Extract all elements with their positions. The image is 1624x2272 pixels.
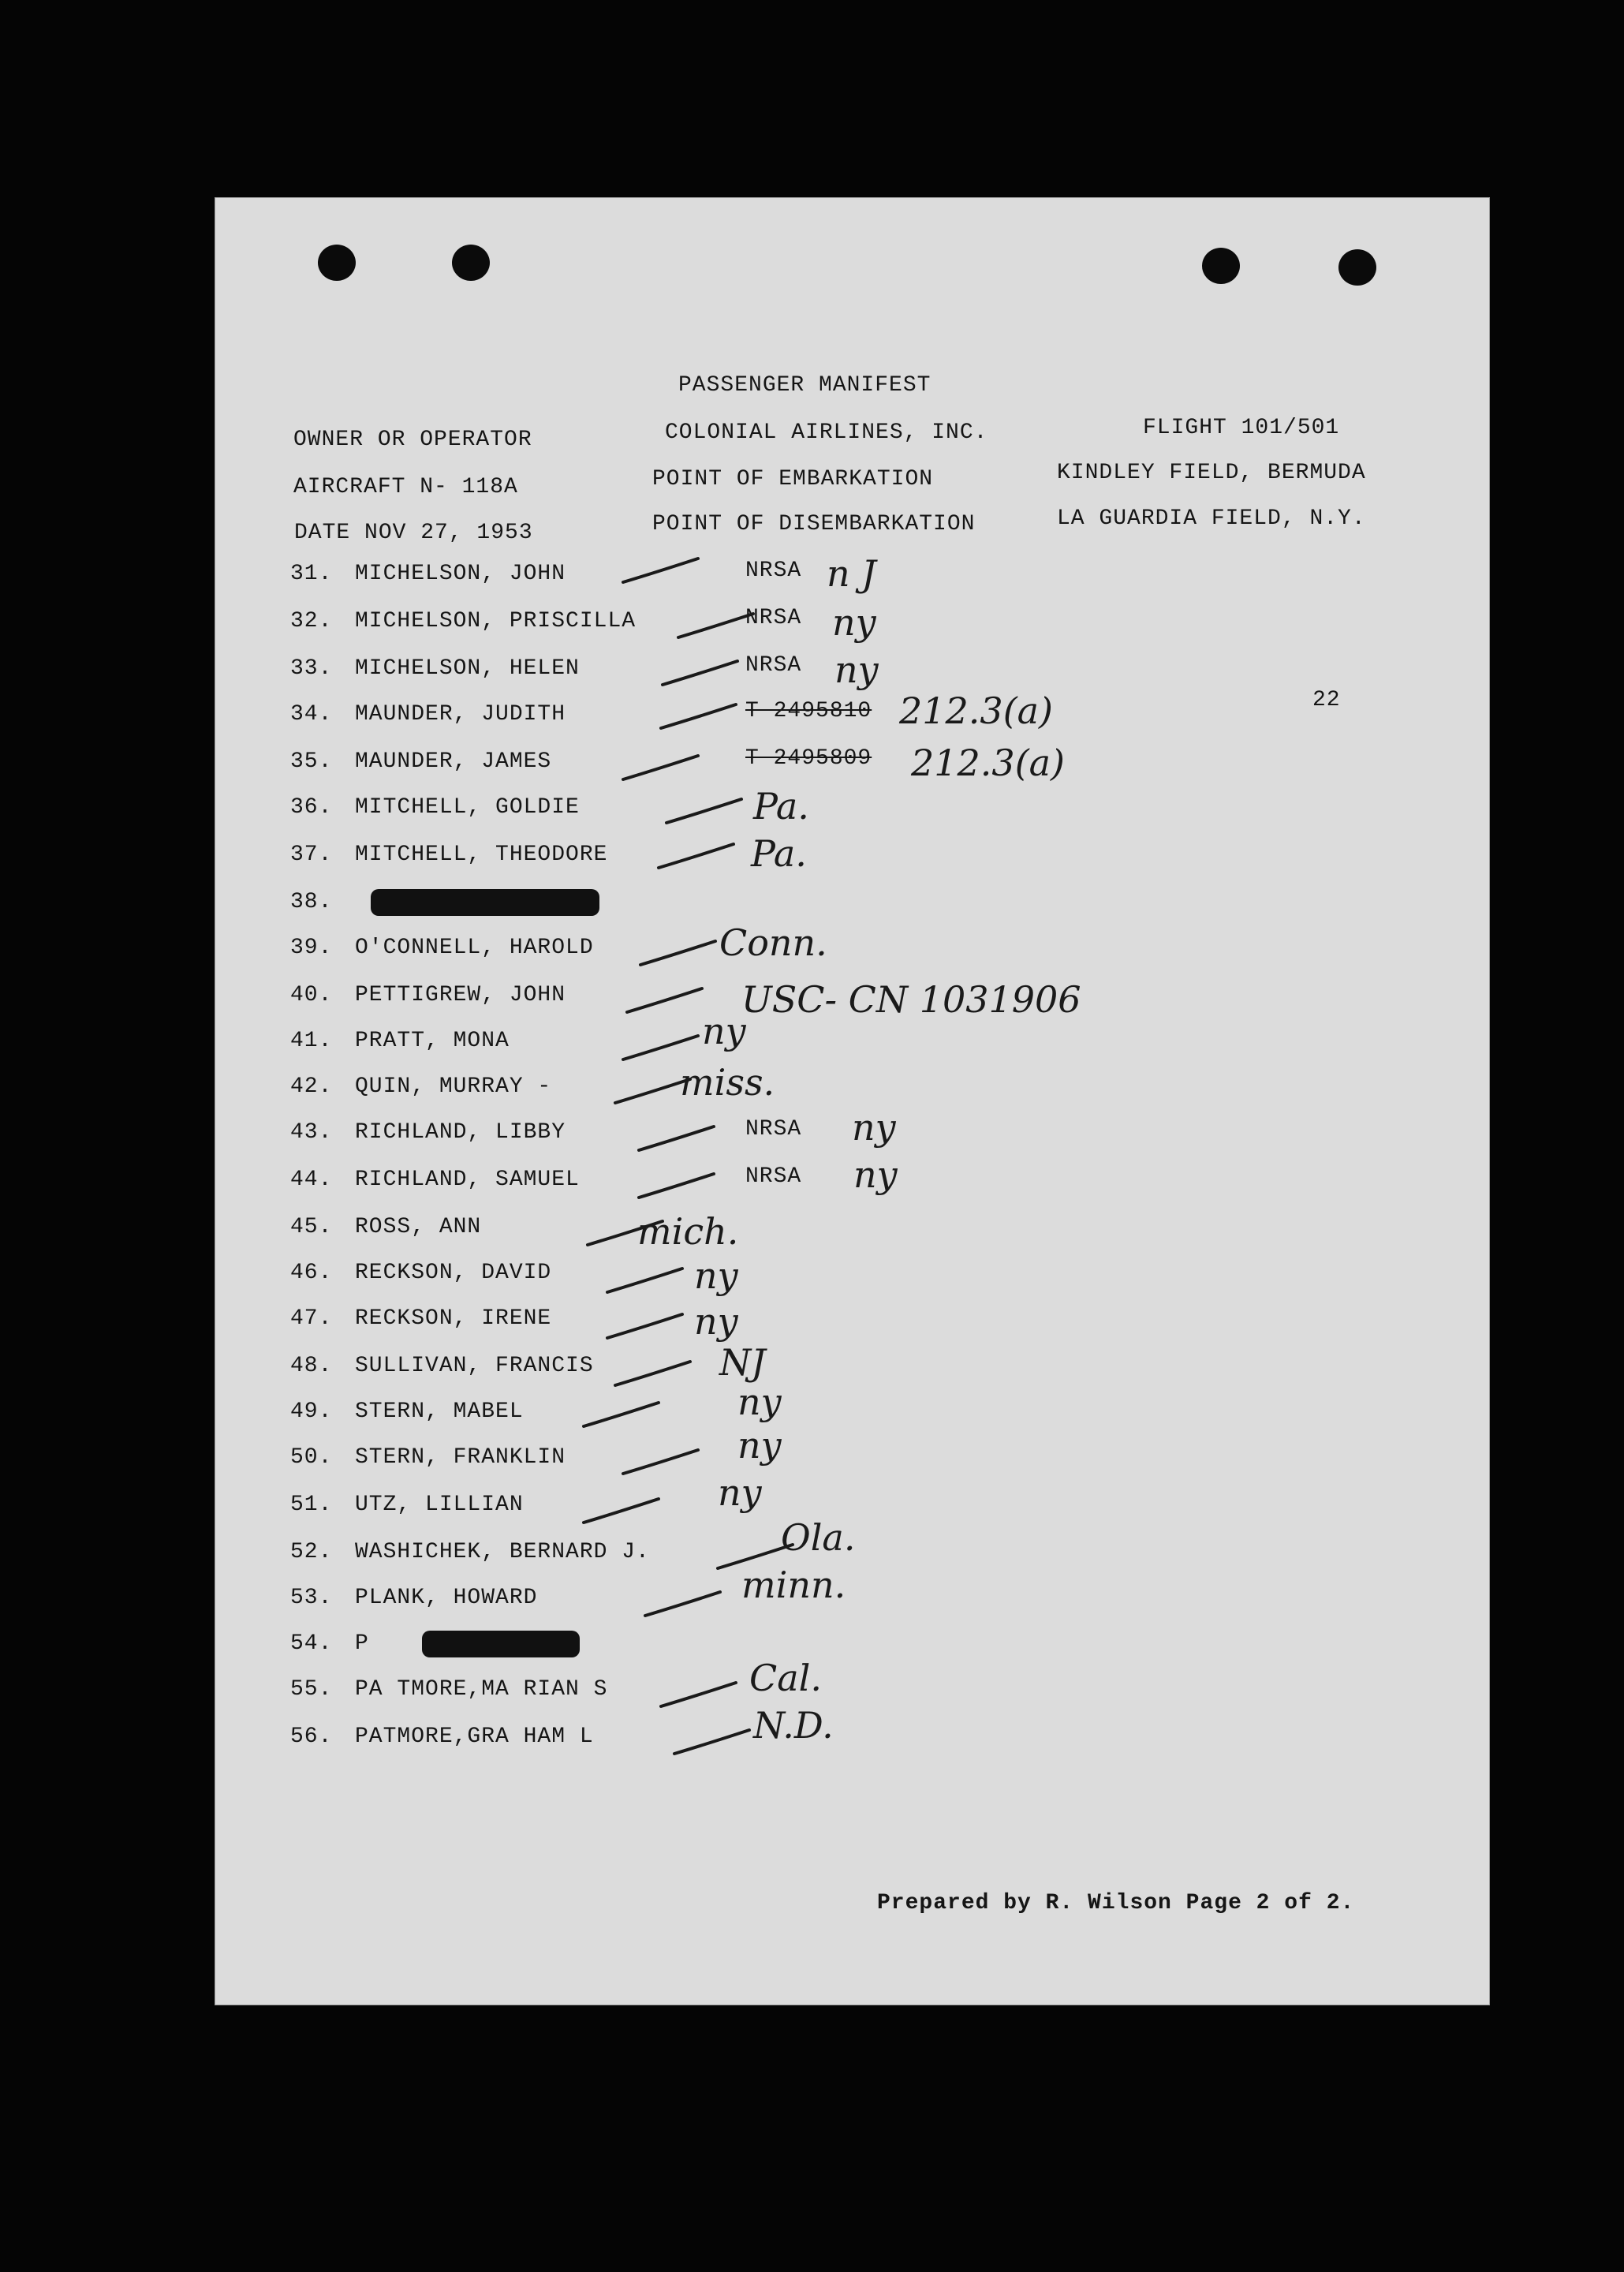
disembark-label: POINT OF DISEMBARKATION bbox=[652, 512, 976, 536]
passenger-row-47-number: 47. bbox=[290, 1306, 333, 1331]
passenger-row-46-handwritten-state: ny bbox=[694, 1254, 738, 1297]
flight-number: FLIGHT 101/501 bbox=[1143, 416, 1340, 440]
disembark-value: LA GUARDIA FIELD, N.Y. bbox=[1057, 506, 1366, 531]
passenger-row-46-name: RECKSON, DAVID bbox=[355, 1261, 552, 1285]
passenger-row-49-number: 49. bbox=[290, 1399, 333, 1424]
passenger-row-51-number: 51. bbox=[290, 1493, 333, 1517]
passenger-row-39-name: O'CONNELL, HAROLD bbox=[355, 936, 594, 960]
owner-value: COLONIAL AIRLINES, INC. bbox=[665, 420, 988, 445]
date: DATE NOV 27, 1953 bbox=[294, 521, 533, 545]
passenger-row-48-handwritten-state: NJ bbox=[719, 1341, 766, 1384]
passenger-row-40-name: PETTIGREW, JOHN bbox=[355, 983, 566, 1007]
punch-hole-left-2 bbox=[452, 245, 490, 281]
manifest-title: PASSENGER MANIFEST bbox=[678, 373, 931, 398]
passenger-row-42-name: QUIN, MURRAY - bbox=[355, 1074, 552, 1099]
passenger-row-37-handwritten-state: Pa. bbox=[751, 832, 807, 875]
passenger-row-55-number: 55. bbox=[290, 1677, 333, 1702]
passenger-row-56-number: 56. bbox=[290, 1725, 333, 1749]
passenger-row-34-typed-note: T 2495810 bbox=[745, 699, 872, 723]
passenger-row-40-number: 40. bbox=[290, 983, 333, 1007]
passenger-row-56-name: PATMORE,GRA HAM L bbox=[355, 1725, 594, 1749]
passenger-row-52-number: 52. bbox=[290, 1540, 333, 1564]
passenger-row-46-number: 46. bbox=[290, 1261, 333, 1285]
passenger-row-35-typed-note: T 2495809 bbox=[745, 746, 872, 771]
passenger-row-37-name: MITCHELL, THEODORE bbox=[355, 843, 608, 867]
passenger-row-53-handwritten-state: minn. bbox=[741, 1564, 846, 1606]
passenger-row-51-handwritten-state: ny bbox=[718, 1471, 762, 1514]
passenger-row-44-typed-note: NRSA bbox=[745, 1164, 802, 1189]
passenger-row-52-name: WASHICHEK, BERNARD J. bbox=[355, 1540, 650, 1564]
passenger-row-53-number: 53. bbox=[290, 1586, 333, 1610]
passenger-row-35-handwritten-state: 212.3(a) bbox=[911, 742, 1066, 784]
passenger-row-54-number: 54. bbox=[290, 1631, 333, 1656]
passenger-row-49-name: STERN, MABEL bbox=[355, 1399, 524, 1424]
passenger-row-41-number: 41. bbox=[290, 1029, 333, 1053]
passenger-row-32-handwritten-state: ny bbox=[832, 601, 876, 644]
passenger-row-42-number: 42. bbox=[290, 1074, 333, 1099]
passenger-row-56-handwritten-state: N.D. bbox=[753, 1704, 834, 1747]
passenger-row-32-number: 32. bbox=[290, 609, 333, 633]
passenger-row-45-handwritten-state: mich. bbox=[637, 1210, 739, 1253]
passenger-row-45-number: 45. bbox=[290, 1215, 333, 1239]
passenger-row-32-typed-note: NRSA bbox=[745, 606, 802, 630]
passenger-row-42-handwritten-state: miss. bbox=[680, 1061, 775, 1104]
aircraft: AIRCRAFT N- 118A bbox=[293, 475, 518, 499]
punch-hole-left-1 bbox=[318, 245, 356, 281]
passenger-row-32-name: MICHELSON, PRISCILLA bbox=[355, 609, 637, 633]
passenger-row-39-number: 39. bbox=[290, 936, 333, 960]
passenger-row-55-name: PA TMORE,MA RIAN S bbox=[355, 1677, 608, 1702]
passenger-row-48-name: SULLIVAN, FRANCIS bbox=[355, 1354, 594, 1378]
passenger-row-47-handwritten-state: ny bbox=[694, 1300, 738, 1343]
passenger-row-33-name: MICHELSON, HELEN bbox=[355, 656, 580, 681]
side-number: 22 bbox=[1312, 688, 1341, 712]
owner-label: OWNER OR OPERATOR bbox=[293, 428, 532, 452]
passenger-row-44-name: RICHLAND, SAMUEL bbox=[355, 1168, 580, 1192]
redaction-row-54 bbox=[422, 1631, 580, 1657]
punch-hole-right-1 bbox=[1202, 248, 1240, 284]
passenger-row-50-number: 50. bbox=[290, 1445, 333, 1470]
passenger-row-40-handwritten-state: USC- CN 1031906 bbox=[741, 978, 1081, 1021]
embark-label: POINT OF EMBARKATION bbox=[652, 467, 934, 491]
passenger-row-37-number: 37. bbox=[290, 843, 333, 867]
passenger-row-43-typed-note: NRSA bbox=[745, 1117, 802, 1142]
punch-hole-right-2 bbox=[1338, 249, 1376, 286]
passenger-row-39-handwritten-state: Conn. bbox=[719, 921, 827, 964]
passenger-row-52-handwritten-state: Ola. bbox=[781, 1516, 856, 1559]
passenger-row-31-typed-note: NRSA bbox=[745, 559, 802, 583]
footer-prepared-by: Prepared by R. Wilson Page 2 of 2. bbox=[877, 1891, 1355, 1915]
passenger-row-54-name: P bbox=[355, 1631, 369, 1656]
passenger-row-43-handwritten-state: ny bbox=[852, 1106, 896, 1149]
embark-value: KINDLEY FIELD, BERMUDA bbox=[1057, 461, 1366, 485]
passenger-row-36-name: MITCHELL, GOLDIE bbox=[355, 795, 580, 820]
passenger-row-34-number: 34. bbox=[290, 702, 333, 727]
passenger-row-47-name: RECKSON, IRENE bbox=[355, 1306, 552, 1331]
passenger-row-50-name: STERN, FRANKLIN bbox=[355, 1445, 566, 1470]
passenger-row-31-number: 31. bbox=[290, 562, 333, 586]
passenger-row-50-handwritten-state: ny bbox=[737, 1424, 782, 1467]
redaction-row-38 bbox=[371, 889, 599, 916]
passenger-row-36-handwritten-state: Pa. bbox=[753, 785, 809, 828]
passenger-row-34-handwritten-state: 212.3(a) bbox=[899, 689, 1054, 732]
passenger-row-44-handwritten-state: ny bbox=[853, 1153, 898, 1196]
passenger-row-33-typed-note: NRSA bbox=[745, 653, 802, 678]
passenger-row-53-name: PLANK, HOWARD bbox=[355, 1586, 538, 1610]
passenger-row-45-name: ROSS, ANN bbox=[355, 1215, 482, 1239]
passenger-row-41-name: PRATT, MONA bbox=[355, 1029, 510, 1053]
passenger-row-38-number: 38. bbox=[290, 890, 333, 914]
passenger-row-31-handwritten-state: n J bbox=[827, 552, 876, 595]
passenger-row-31-name: MICHELSON, JOHN bbox=[355, 562, 566, 586]
passenger-row-33-number: 33. bbox=[290, 656, 333, 681]
passenger-row-34-name: MAUNDER, JUDITH bbox=[355, 702, 566, 727]
passenger-row-35-name: MAUNDER, JAMES bbox=[355, 749, 552, 774]
passenger-row-43-name: RICHLAND, LIBBY bbox=[355, 1120, 566, 1145]
passenger-row-48-number: 48. bbox=[290, 1354, 333, 1378]
passenger-row-49-handwritten-state: ny bbox=[737, 1381, 782, 1423]
passenger-row-43-number: 43. bbox=[290, 1120, 333, 1145]
passenger-row-35-number: 35. bbox=[290, 749, 333, 774]
passenger-row-44-number: 44. bbox=[290, 1168, 333, 1192]
passenger-row-36-number: 36. bbox=[290, 795, 333, 820]
passenger-row-51-name: UTZ, LILLIAN bbox=[355, 1493, 524, 1517]
passenger-row-33-handwritten-state: ny bbox=[834, 648, 879, 691]
passenger-row-55-handwritten-state: Cal. bbox=[749, 1657, 822, 1699]
passenger-row-41-handwritten-state: ny bbox=[702, 1010, 746, 1052]
